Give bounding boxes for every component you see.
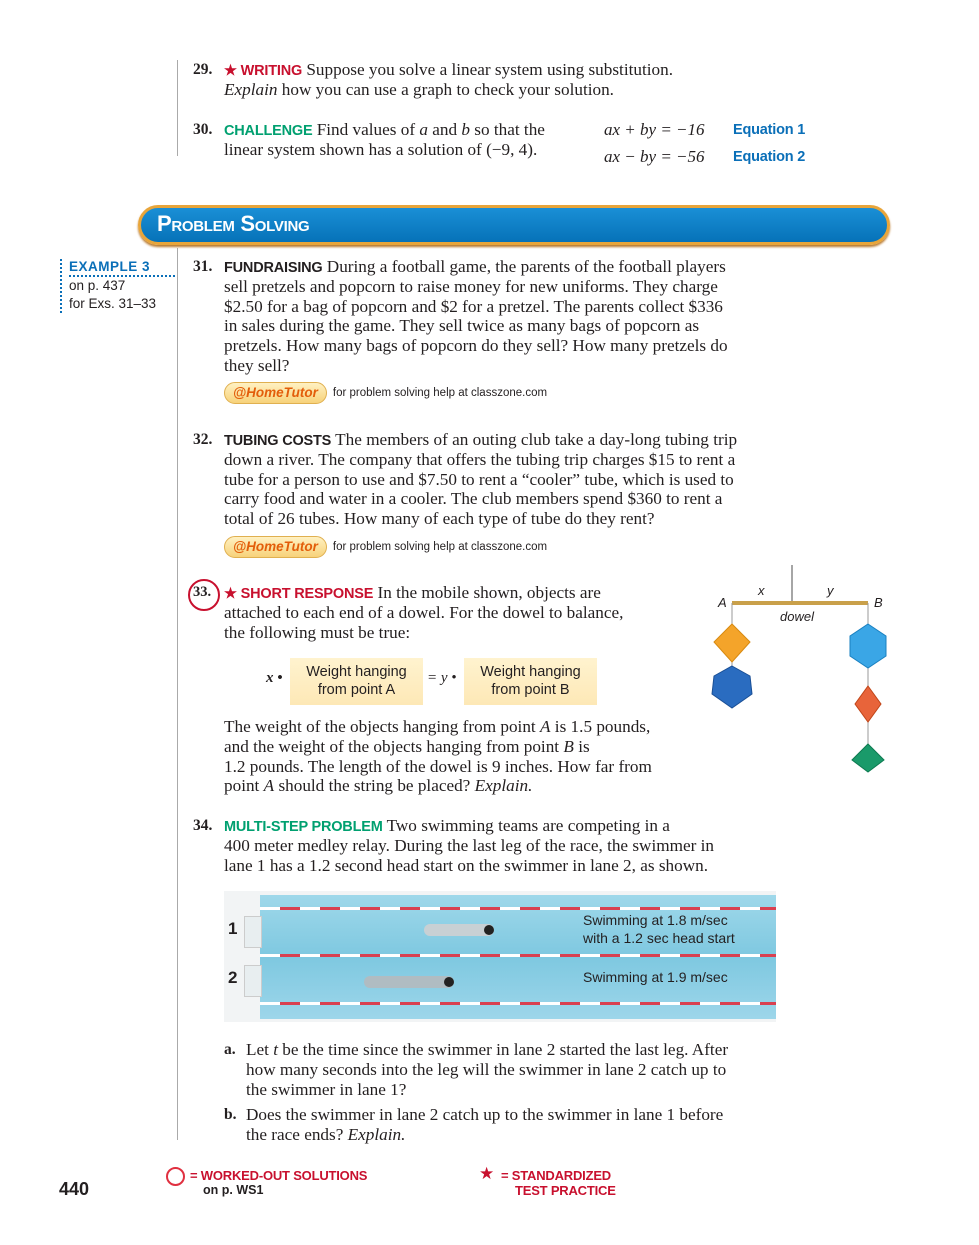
hometutor-logo[interactable]: @HomeTutor (224, 382, 327, 404)
text: Explain. (474, 776, 533, 796)
text: Does the swimmer in lane 2 catch up to the swimmer in lane 1 before (246, 1105, 724, 1124)
text: is (573, 736, 590, 756)
swimmer-lane-2 (364, 976, 454, 988)
text: The members of an outing club take a day-long tubing trip (335, 430, 738, 449)
exercise-number: 30. (193, 121, 213, 138)
text: B (563, 736, 574, 756)
part-label: b. (224, 1106, 237, 1123)
page-number: 440 (59, 1179, 90, 1199)
weight-a-box (290, 658, 423, 705)
text: 400 meter medley relay. During the last leg of the race, the swimmer in (224, 835, 714, 855)
starting-block (244, 965, 262, 997)
formula-y: = y • (427, 670, 457, 686)
text: so that the (469, 120, 545, 139)
text: tube for a person to use and $7.50 to rent a “cooler” tube, which is used to (224, 469, 734, 489)
text: $2.50 for a bag of popcorn and $2 for a pretzel. The parents collect $336 (224, 296, 723, 316)
star-icon: ★ (479, 1164, 495, 1183)
text: carry food and water in a cooler. The club members spend $360 to rent a (224, 489, 723, 509)
star-icon: ★ (224, 63, 241, 79)
lane-1-caption (583, 911, 735, 947)
hometutor-logo[interactable]: @HomeTutor (224, 536, 327, 558)
text: the swimmer in lane 1? (246, 1079, 407, 1099)
text: Suppose you solve a linear system using substitution. (306, 60, 674, 79)
example-link[interactable]: EXAMPLE 3 (69, 259, 175, 277)
formula-x: x • (266, 670, 283, 686)
text: lane 1 has a 1.2 second head start on the swimmer in lane 2, as shown. (224, 855, 708, 875)
text: how many seconds into the leg will the swimmer in lane 2 catch up to (246, 1059, 727, 1079)
exercise-label: CHALLENGE (224, 123, 313, 139)
equation-1: ax + by = −16 (604, 120, 705, 139)
text: linear system shown has a solution of (−9, 4). (224, 139, 538, 159)
text: sell pretzels and popcorn to raise money for new uniforms. They charge (224, 276, 718, 296)
text: the race ends? (246, 1124, 348, 1144)
octahedron-shape (714, 624, 750, 662)
text: total of 26 tubes. How many of each type of tube do they rent? (224, 509, 655, 529)
text: for problem solving help at classzone.com (332, 387, 548, 399)
icosahedron-shape (850, 624, 886, 668)
lane-2-number: 2 (228, 968, 238, 987)
text: from point B (491, 682, 570, 698)
section-title: Problem Solving (157, 211, 310, 236)
text: with a 1.2 sec head start (583, 930, 735, 946)
circle-icon (166, 1167, 185, 1186)
starting-block (244, 916, 262, 948)
text: in sales during the game. They sell twice as many bags of popcorn as (224, 316, 700, 336)
text: should the string be placed? (274, 776, 475, 796)
section-banner (138, 205, 890, 245)
exercise-number: 29. (193, 61, 213, 78)
exercise-label: MULTI-STEP PROBLEM (224, 819, 383, 835)
legend-standardized: = STANDARDIZED (501, 1168, 611, 1183)
dowel-label: dowel (780, 609, 814, 624)
text: During a football game, the parents of the football players (326, 257, 726, 276)
text: they sell? (224, 355, 290, 375)
text: A (263, 776, 275, 796)
equation-2: ax − by = −56 (604, 147, 705, 166)
text: b (461, 120, 470, 139)
exercise-label: TUBING COSTS (224, 433, 332, 449)
dodecahedron-shape (712, 666, 752, 708)
text: 1.2 pounds. The length of the dowel is 9 inches. How far from (224, 756, 652, 776)
equation-label: Equation 2 (733, 149, 806, 165)
octahedron-shape (852, 744, 884, 772)
text: t (273, 1040, 278, 1059)
exercise-number: 34. (193, 817, 213, 834)
text: and the weight of the objects hanging from point (224, 736, 564, 756)
text: Weight hanging (306, 664, 407, 680)
text: attached to each end of a dowel. For the dowel to balance, (224, 602, 624, 622)
lane-1-number: 1 (228, 919, 238, 938)
exercise-label: SHORT RESPONSE (240, 586, 374, 602)
text: from point A (317, 682, 396, 698)
hometutor-link[interactable] (224, 382, 547, 404)
margin-rule (177, 248, 178, 1140)
text: Explain. (347, 1124, 406, 1144)
lane-2-caption: Swimming at 1.9 m/sec (583, 969, 728, 985)
exercise-number: 33. (193, 584, 212, 600)
exercise-label: WRITING (240, 63, 303, 79)
exercise-number: 32. (193, 431, 213, 448)
part-label: a. (224, 1041, 236, 1058)
swimmer-lane-1 (424, 924, 494, 936)
exercise-number: 31. (193, 258, 213, 275)
lane-rope (260, 954, 776, 957)
example-reference[interactable] (60, 259, 175, 313)
swimming-pool-figure (224, 891, 776, 1022)
text: A (540, 717, 551, 736)
weight-b-box (464, 658, 597, 705)
text: Let (246, 1040, 274, 1059)
legend-worked-solutions: = WORKED-OUT SOLUTIONS (190, 1168, 368, 1183)
text: Two swimming teams are competing in a (386, 816, 670, 835)
point-a-label: A (718, 595, 727, 610)
text: be the time since the swimmer in lane 2 started the last leg. After (277, 1040, 729, 1059)
octahedron-shape (855, 686, 881, 722)
text: Find values of (312, 120, 420, 139)
text: Swimming at 1.8 m/sec (583, 912, 728, 928)
text: pretzels. How many bags of popcorn do they sell? How many pretzels do (224, 336, 728, 356)
text: for problem solving help at classzone.com (332, 541, 548, 553)
text: for Exs. 31–33 (69, 296, 157, 311)
text: on p. WS1 (203, 1183, 264, 1197)
text: In the mobile shown, objects are (377, 583, 601, 602)
text: Explain (224, 79, 278, 99)
lane-rope (260, 1002, 776, 1005)
text: and (427, 120, 462, 139)
text: Weight hanging (480, 664, 581, 680)
mobile-figure (700, 560, 900, 780)
point-b-label: B (874, 595, 883, 610)
hometutor-link[interactable] (224, 536, 547, 558)
text: point (224, 776, 264, 796)
lane-rope (260, 907, 776, 910)
star-icon: ★ (224, 586, 241, 602)
exercise-label: FUNDRAISING (224, 260, 323, 276)
x-label: x (758, 583, 765, 598)
text: The weight of the objects hanging from point (224, 717, 540, 736)
text: the following must be true: (224, 622, 411, 642)
text: TEST PRACTICE (515, 1183, 616, 1198)
text: on p. 437 (69, 278, 126, 293)
text: is 1.5 pounds, (550, 717, 651, 736)
text: a (419, 120, 428, 139)
margin-rule (177, 60, 178, 156)
equation-label: Equation 1 (733, 122, 806, 138)
y-label: y (827, 583, 834, 598)
text: down a river. The company that offers the tubing trip charges $15 to rent a (224, 449, 736, 469)
text: how you can use a graph to check your solution. (277, 79, 614, 99)
